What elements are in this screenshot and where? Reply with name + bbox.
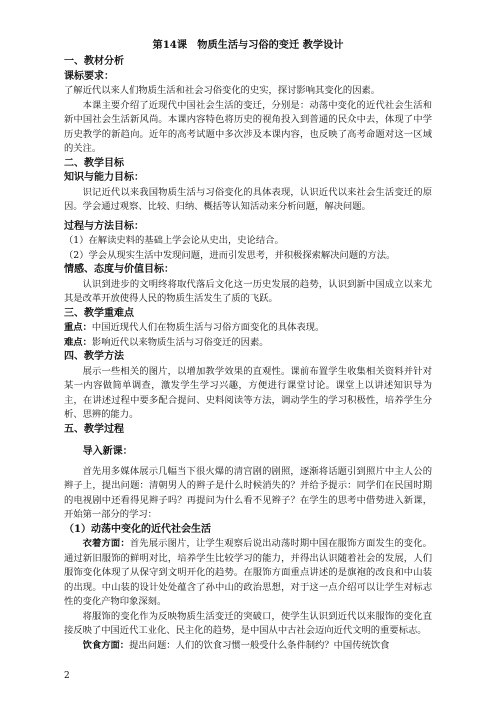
intro-text: 首先用多媒体展示几幅当下很火爆的清宫剧的剧照，逐渐将话题引到照片中主人公的辫子上，提出问题：清朝男人的辫子是什么时候消失的？并给予提示：同学们在民国时期的电视剧中还看得见辫子吗？再提问为什么看不见辫子？在学生的思考中借势进入新课，开始第一部分的学习：: [64, 465, 432, 520]
teaching-method-text: 展示一些相关的图片，以增加教学效果的直观性。课前布置学生收集相关资料并针对某一内容做简单调查，激发学生学习兴趣，方便进行课堂讨论。课堂上以讲述知识导为主，在讲述过程中要多配合提问、史料阅读等方法，调动学生的学习积极性，培养学生分析、思辨的能力。: [64, 365, 432, 420]
difficult-point-line: [64, 336, 432, 351]
food-text: 提出问题：人们的饮食习惯一般受什么条件制约？中国传统饮食: [129, 639, 390, 651]
clothing-label: 衣着方面：: [82, 538, 130, 549]
section-heading-3: 三、教学重难点: [64, 307, 134, 319]
section-heading-5: 五、教学过程: [64, 423, 124, 435]
knowledge-goal-text: 识记近代以来我国物质生活与习俗变化的具体表现，认识近代以来社会生活变迁的原因。学会通过观察、比较、归纳、概括等认知活动来分析问题，解决问题。: [64, 186, 432, 212]
section-heading-2: 二、教学目标: [64, 157, 124, 169]
process-goal-item-1: （1）在解读史料的基础上学会论从史出，史论结合。: [64, 235, 284, 246]
emotion-goal-text: 认识到进步的文明终将取代落后文化这一历史发展的趋势，认识到新中国成立以来尤其是改革开放使得人民的物质生活发生了质的飞跃。: [64, 278, 432, 304]
food-label: 饮食方面：: [82, 639, 130, 651]
textbook-analysis-paragraph: 本课主要介绍了近现代中国社会生活的变迁，分别是：动荡中变化的近代社会生活和新中国社会生活新风尚。本课内容特色将历史的视角投入到普通的民众中去，体现了中学历史教学的新趋向。近年的高考试题中多次涉及本课内容，也反映了高考命题对这一区域的关注。: [64, 99, 432, 154]
key-point-text: 中国近现代人们在物质生活与习俗方面变化的具体表现。: [91, 322, 325, 333]
curriculum-requirement-text: 了解近代以来人们物质生活和社会习俗变化的史实，探讨影响其变化的因素。: [64, 85, 381, 96]
section-heading-4: 四、教学方法: [64, 351, 124, 362]
key-point-line: [64, 321, 432, 336]
clothing-paragraph-2: 将服饰的变化作为反映物质生活变迁的突破口，使学生认识到近代以来服饰的变化直接反映了中国近代工业化、民主化的趋势，是中国从中古社会迈向近代文明的重要标志。: [64, 610, 432, 636]
intro-label: 导入新课：: [82, 446, 133, 457]
document-title: 第14课 物质生活与习俗的变迁 教学设计: [152, 39, 344, 51]
clothing-paragraph: [64, 537, 432, 610]
curriculum-requirement-label: 课标要求：: [64, 70, 114, 82]
page-number: 2: [64, 671, 70, 681]
difficult-point-label: 难点：: [64, 336, 92, 348]
knowledge-goal-label: 知识与能力目标：: [64, 172, 144, 183]
process-goal-label: 过程与方法目标：: [64, 220, 144, 232]
section-heading-1: 一、教材分析: [64, 56, 124, 67]
food-paragraph: [64, 639, 432, 654]
subsection-heading-1: （1）动荡中变化的近代社会生活: [64, 523, 211, 535]
key-point-label: 重点：: [64, 322, 92, 333]
process-goal-item-2: （2）学会从现实生活中发现问题，进而引发思考，并积极探索解决问题的方法。: [64, 249, 396, 261]
difficult-point-text: 影响近代以来物质生活与习俗变迁的因素。: [91, 336, 269, 348]
emotion-goal-label: 情感、态度与价值目标：: [64, 264, 174, 275]
clothing-text: 首先展示图片，让学生观察后说出动荡时期中国在服饰方面发生的变化。通过新旧服饰的鲜明对比，培养学生比较学习的能力，并得出认识随着社会的发展，人们服饰变化体现了从保守到文明开化的趋势。在服饰方面重点讲述的是旗袍的改良和中山装的出现。中山装的设计处处蕴含了孙中山的政治思想，对于这一点介绍可以让学生对标志性的变化产物印象深刻。: [64, 538, 432, 607]
